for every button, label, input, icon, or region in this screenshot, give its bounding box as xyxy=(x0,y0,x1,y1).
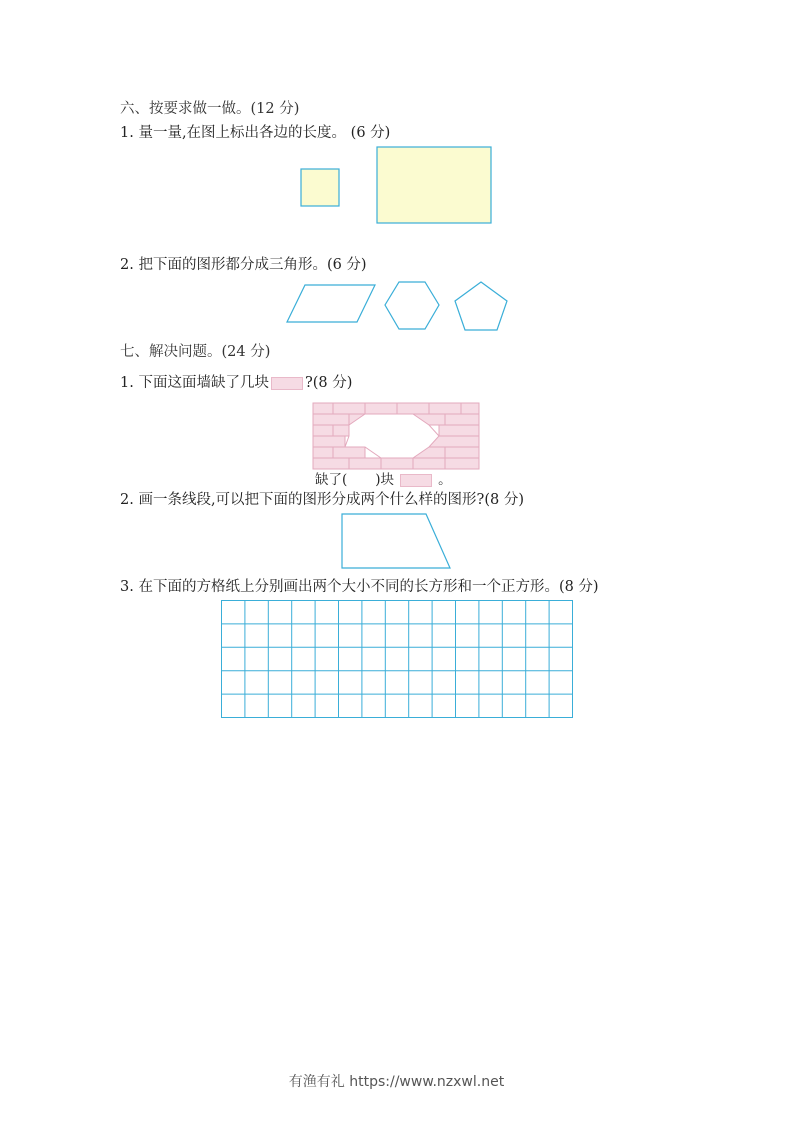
answer-mid: )块 xyxy=(375,472,395,488)
brick-wall xyxy=(311,401,483,471)
question-7-1-points: ?(8 分) xyxy=(304,375,353,391)
brick-icon-answer xyxy=(400,474,432,487)
trapezoid xyxy=(342,514,450,568)
pentagon xyxy=(455,282,507,330)
trapezoid-figure xyxy=(338,510,456,572)
answer-line xyxy=(315,471,452,489)
footer-watermark: 有渔有礼 https://www.nzxwl.net xyxy=(288,1074,505,1090)
large-rectangle xyxy=(377,147,491,223)
question-6-1: 1. 量一量,在图上标出各边的长度。 (6 分) xyxy=(120,125,391,141)
small-square xyxy=(301,169,339,206)
question-7-3: 3. 在下面的方格纸上分别画出两个大小不同的长方形和一个正方形。(8 分) xyxy=(120,579,599,595)
parallelogram xyxy=(287,285,375,322)
grid-paper[interactable] xyxy=(219,598,575,720)
question-7-2: 2. 画一条线段,可以把下面的图形分成两个什么样的图形?(8 分) xyxy=(120,492,524,508)
answer-suffix: 。 xyxy=(438,472,452,488)
answer-prefix: 缺了( xyxy=(315,472,348,488)
section-6-title: 六、按要求做一做。(12 分) xyxy=(120,101,300,117)
question-7-1-text: 1. 下面这面墙缺了几块 xyxy=(120,375,269,391)
question-6-2: 2. 把下面的图形都分成三角形。(6 分) xyxy=(120,257,367,273)
brick-icon xyxy=(271,377,303,390)
question-7-1 xyxy=(120,374,352,392)
rectangles-figure xyxy=(295,142,500,228)
polygons-figure xyxy=(283,278,513,334)
section-7-title: 七、解决问题。(24 分) xyxy=(120,344,271,360)
hexagon xyxy=(385,282,439,329)
